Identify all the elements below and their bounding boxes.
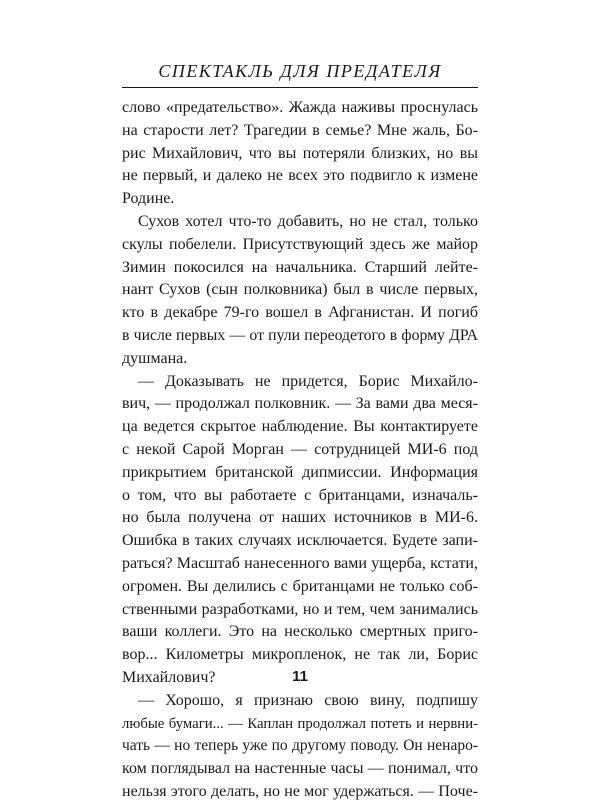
running-header-title: СПЕКТАКЛЬ ДЛЯ ПРЕДАТЕЛЯ — [158, 61, 442, 81]
text-line: Сухов хотел что-то добавить, но не стал, только — [138, 212, 478, 230]
text-line: Родине. — [122, 190, 175, 208]
text-line: в числе первых — от пули переодетого в форму ДРА — [122, 326, 478, 344]
text-line: Михайлович? — [122, 668, 216, 686]
header-rule — [122, 87, 478, 88]
text-line: ваши коллеги. Это на несколько смертных приго- — [122, 623, 478, 641]
text-line: нельзя этого делать, но не мог удержаться. — Поче- — [122, 782, 478, 800]
text-line: — Хорошо, я признаю свою вину, подпишу — [138, 691, 478, 709]
text-line: ком поглядывал на настенные часы — понимал, что — [122, 760, 478, 778]
text-line: на старости лет? Трагедии в семье? Мне жаль, Бо- — [122, 121, 478, 139]
text-line: Ошибка в таких случаях исключается. Будете запи- — [122, 532, 478, 550]
running-header — [122, 60, 478, 88]
text-line: Зимин покосился на начальника. Старший лейте- — [122, 258, 478, 276]
text-line: нант Сухов (сын полковника) был в числе первых, — [122, 281, 478, 299]
text-line: кто в декабре 79-го вошел в Афганистан. И погиб — [122, 304, 478, 322]
page-number: 11 — [292, 668, 308, 685]
body-text — [122, 97, 478, 804]
text-line: вич, — продолжал полковник. — За вами два меся- — [122, 395, 478, 413]
text-line: любые бумаги... — Каплан продолжал потеть и нервни- — [122, 715, 478, 732]
text-line: ца ведется скрытое наблюдение. Вы контактируете — [122, 418, 478, 436]
text-line: ственными разработками, но и тем, чем занимались — [122, 600, 478, 618]
text-line: огромен. Вы делились с британцами не только соб- — [122, 577, 478, 595]
text-line: прикрытием британской дипмиссии. Информация — [122, 463, 478, 481]
text-line: не первый, и далеко не всех это подвигло к измене — [122, 167, 478, 185]
text-line: душмана. — [122, 349, 188, 367]
text-line: рис Михайлович, что вы потеряли близких, но вы — [122, 144, 478, 162]
text-line: о том, что вы работаете с британцами, изначаль- — [122, 486, 478, 504]
text-line: скулы побелели. Присутствующий здесь же майор — [122, 235, 478, 253]
text-line: вор... Километры микропленок, не так ли, Борис — [122, 646, 478, 664]
text-line: но была получена от наших источников в МИ-6. — [122, 509, 478, 527]
text-line: чать — но теперь уже по другому поводу. Он ненаро- — [122, 737, 478, 755]
text-line: слово «предательство». Жажда наживы проснулась — [122, 99, 478, 116]
text-line: — Доказывать не придется, Борис Михайлo- — [138, 372, 478, 390]
text-line: с некой Сарой Морган — сотрудницей МИ-6 под — [122, 440, 478, 458]
text-line: раться? Масштаб нанесенного вами ущерба, кстати, — [122, 554, 478, 572]
